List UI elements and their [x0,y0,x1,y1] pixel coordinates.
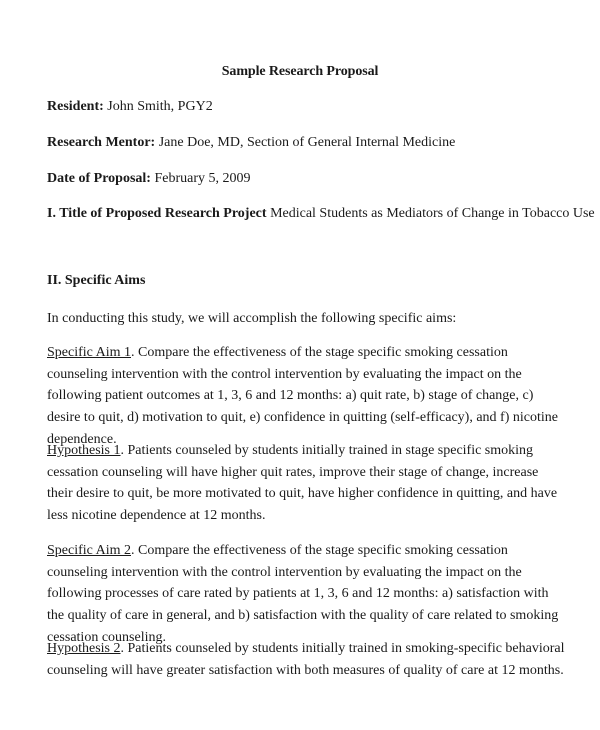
hypothesis-2-label: Hypothesis 2 [47,641,121,656]
date-value: February 5, 2009 [154,171,251,186]
hypothesis-1-label: Hypothesis 1 [47,443,121,458]
aim-2-text: . Compare the effectiveness of the stage specific smoking cessation counseling intervention with the control intervention by evaluating the impact on the following processes of care rated by patients at 1, 3, 6 and 12 months: a) satisfaction with the quality of care in general, and b) satisfaction with the quality of care related to smoking cessation counseling. [47,543,559,645]
date-line [47,171,251,187]
aim-1-text: . Compare the effectiveness of the stage specific smoking cessation counseling intervention with the control intervention by evaluating the impact on the following patient outcomes at 1, 3, 6 and 12 months: a) quit rate, b) stage of change, c) desire to quit, d) motivation to quit, e) confidence in quitting (self-efficacy), and f) nicotine dependence. [47,345,558,447]
hypothesis-2-text: . Patients counseled by students initially trained in smoking-specific behavioral counseling will have greater satisfaction with both measures of quality of care at 12 months. [47,641,565,678]
specific-aims-heading-text: II. Specific Aims [47,273,146,288]
hypothesis-1-text: . Patients counseled by students initially trained in stage specific smoking cessation counseling will have higher quit rates, improve their stage of change, increase their desire to quit, be more motivated to quit, have higher confidence in quitting, and have less nicotine dependence at 12 months. [47,443,558,524]
intro-paragraph: In conducting this study, we will accomplish the following specific aims: [47,311,457,326]
hypothesis-1-paragraph [47,440,567,527]
hypothesis-2-paragraph [47,638,567,681]
aim-2-label: Specific Aim 2 [47,543,131,558]
resident-line [47,99,213,115]
project-title-value: Medical Students as Mediators of Change in Tobacco Use [270,206,595,221]
project-title-label: I. Title of Proposed Research Project [47,206,267,221]
specific-aims-heading [47,273,145,289]
aim-2-paragraph [47,540,567,649]
aim-1-paragraph [47,342,567,451]
project-title-line [47,206,595,222]
date-label: Date of Proposal: [47,171,151,186]
resident-label: Resident: [47,99,104,114]
mentor-value: Jane Doe, MD, Section of General Internal Medicine [158,135,456,150]
resident-value: John Smith, PGY2 [107,99,213,114]
aim-1-label: Specific Aim 1 [47,345,131,360]
document-title: Sample Research Proposal [221,64,379,79]
mentor-line [47,135,455,151]
mentor-label: Research Mentor: [47,135,156,150]
